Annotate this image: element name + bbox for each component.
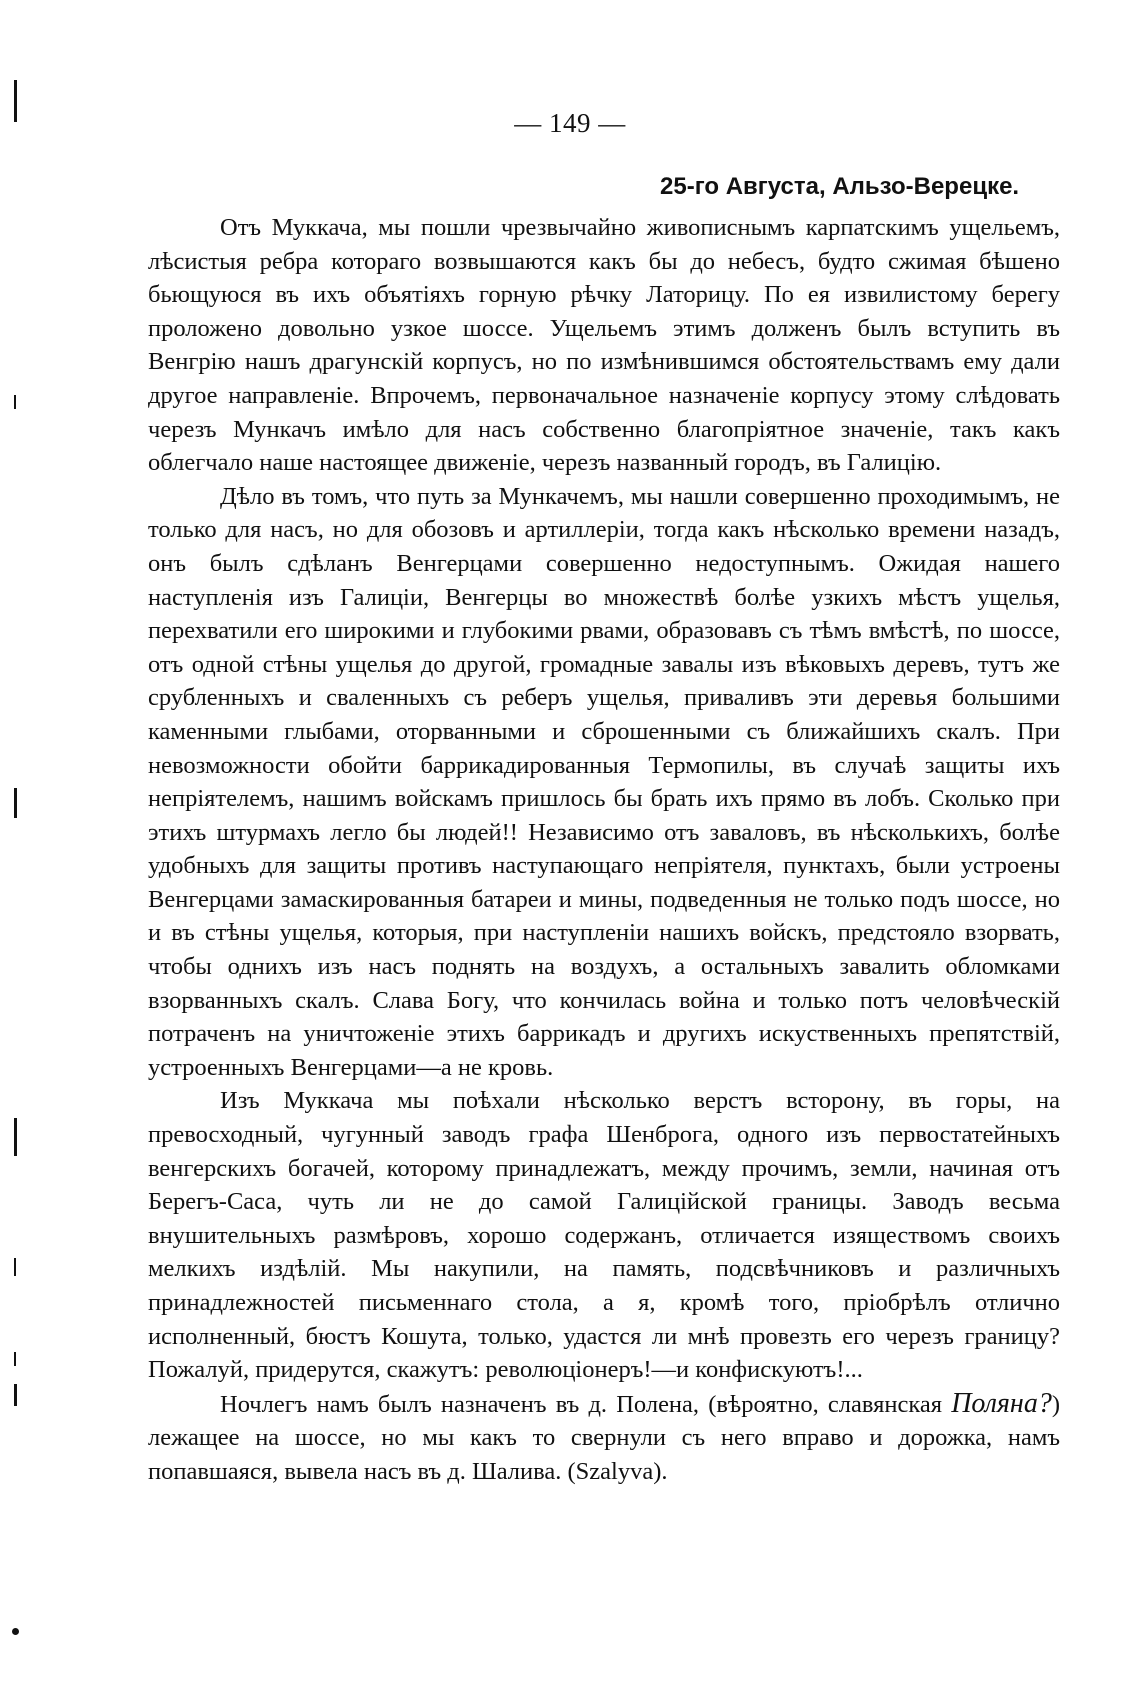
body-text	[148, 211, 1060, 1489]
scan-mark	[14, 788, 17, 818]
paragraph-4	[148, 1387, 1060, 1489]
section-heading: 25-го Августа, Альзо-Верецке.	[660, 173, 1020, 200]
scan-mark	[12, 1628, 19, 1635]
scan-mark	[14, 395, 16, 409]
scan-mark	[14, 1352, 16, 1366]
scan-mark	[14, 80, 17, 122]
paragraph-4-end: ) лежащее на шоссе, но мы какъ то свернули съ него вправо и дорожка, намъ попавшаяся, вывела насъ въ д. Шалива. (Szalyva).	[148, 1390, 1060, 1485]
scan-mark	[14, 1118, 17, 1156]
paragraph-4-start: Ночлегъ намъ былъ назначенъ въ д. Полена, (вѣроятно, славянская	[220, 1390, 952, 1418]
scan-mark	[14, 1384, 17, 1406]
paragraph-1: Отъ Муккача, мы пошли чрезвычайно живописнымъ карпатскимъ ущельемъ, лѣсистыя ребра котораго возвышаются какъ бы до небесъ, будто сжимая бѣшено бьющуюся въ ихъ объятіяхъ горную рѣчку Латорицу. По ея извилистому берегу проложено довольно узкое шоссе. Ущельемъ этимъ долженъ былъ вступить въ Венгрію нашъ драгунскій корпусъ, но по измѣнившимся обстоятельствамъ ему дали другое направленіе. Впрочемъ, первоначальное назначеніе корпусу этому слѣдовать черезъ Мункачъ имѣло для насъ собственно благопріятное значеніе, такъ какъ облегчало наше настоящее движеніе, черезъ названный городъ, въ Галицію.	[148, 214, 1060, 477]
paragraph-4-italic: Поляна?	[951, 1387, 1052, 1419]
page-number: — 149 —	[514, 108, 626, 138]
paragraph-3: Изъ Муккача мы поѣхали нѣсколько верстъ всторону, въ горы, на превосходный, чугунный заводъ графа Шенброга, одного изъ первостатейныхъ венгерскихъ богачей, которому принадлежатъ, между прочимъ, земли, начиная отъ Берегъ-Саса, чуть ли не до самой Галиційской границы. Заводъ весьма внушительныхъ размѣровъ, хорошо содержанъ, отличается изяществомъ своихъ мелкихъ издѣлій. Мы накупили, на память, подсвѣчниковъ и различныхъ принадлежностей письменнаго стола, а я, кромѣ того, пріобрѣлъ отлично исполненный, бюстъ Кошута, только, удастся ли мнѣ провезть его черезъ границу? Пожалуй, придерутся, скажутъ: революціонеръ!—и конфискуютъ!...	[148, 1087, 1060, 1384]
scan-mark	[14, 1258, 16, 1276]
paragraph-2: Дѣло въ томъ, что путь за Мункачемъ, мы нашли совершенно проходимымъ, не только для насъ, но для обозовъ и артиллеріи, тогда какъ нѣсколько времени назадъ, онъ былъ сдѣланъ Венгерцами совершенно недоступнымъ. Ожидая нашего наступленія изъ Галиціи, Венгерцы во множествѣ болѣе узкихъ мѣстъ ущелья, перехватили его широкими и глубокими рвами, образовавъ съ тѣмъ вмѣстѣ, по шоссе, отъ одной стѣны ущелья до другой, громадные завалы изъ вѣковыхъ деревъ, тутъ же срубленныхъ и сваленныхъ съ реберъ ущелья, приваливъ эти деревья большими каменными глыбами, оторванными и сброшенными съ ближайшихъ скалъ. При невозможности обойти баррикадированныя Термопилы, въ случаѣ защиты ихъ непріятелемъ, нашимъ войскамъ пришлось бы брать ихъ прямо въ лобъ. Сколько при этихъ штурмахъ легло бы людей!! Независимо отъ заваловъ, въ нѣсколькихъ, болѣе удобныхъ для защиты противъ наступающаго непріятеля, пунктахъ, были устроены Венгерцами замаскированныя батареи и мины, подведенныя не только подъ шоссе, но и въ стѣны ущелья, которыя, при наступленіи нашихъ войскъ, предстояло взорвать, чтобы однихъ изъ насъ поднять на воздухъ, а остальныхъ завалить обломками взорванныхъ скалъ. Слава Богу, что кончилась война и только потъ человѣческій потраченъ на уничтоженіе этихъ баррикадъ и другихъ искуственныхъ препятствій, устроенныхъ Венгерцами—а не кровь.	[148, 482, 1060, 1081]
